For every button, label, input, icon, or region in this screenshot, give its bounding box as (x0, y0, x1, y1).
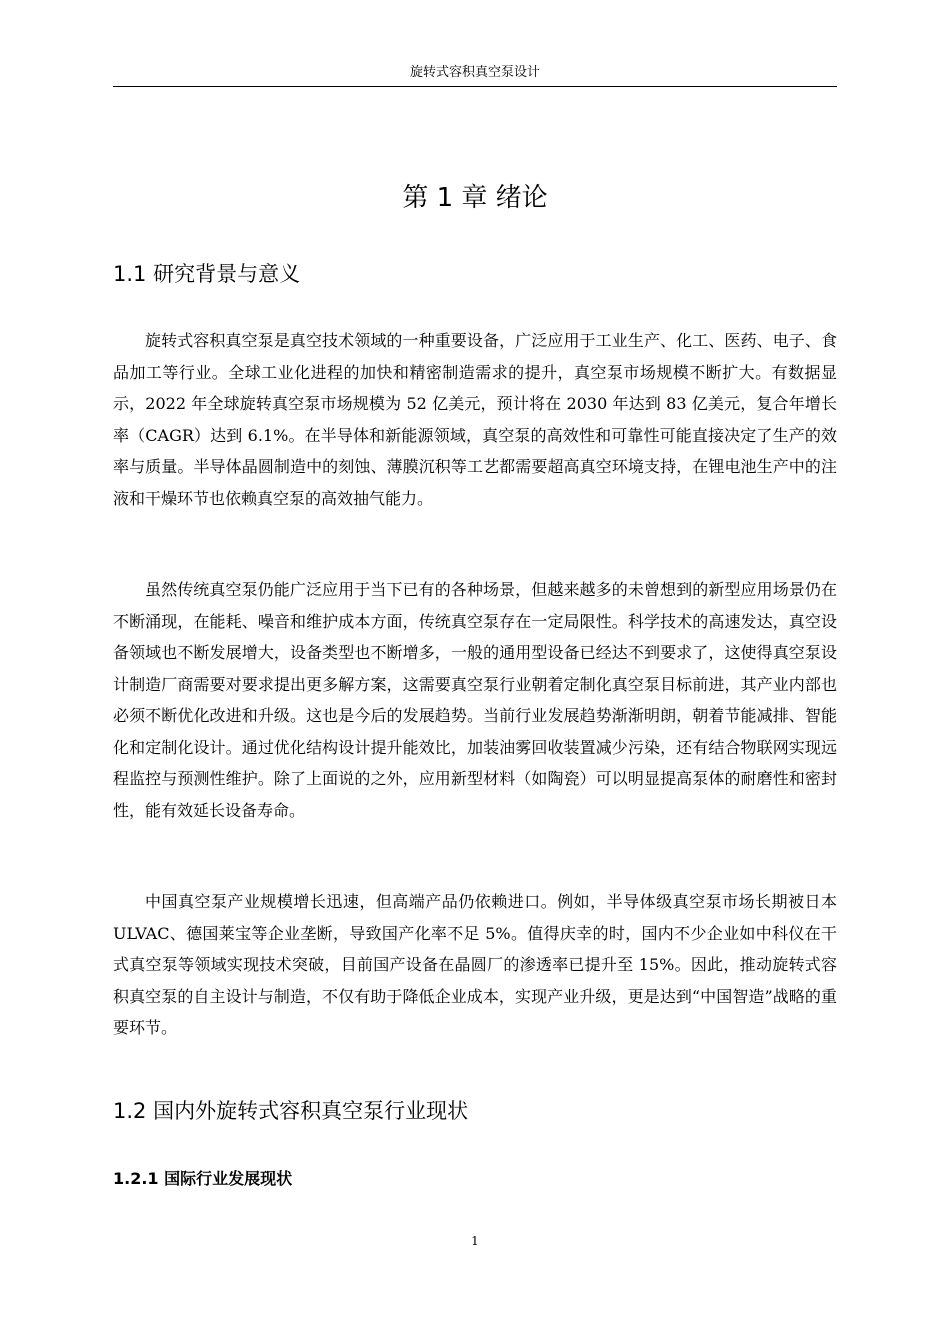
body-paragraph-3: 中国真空泵产业规模增长迅速，但高端产品仍依赖进口。例如，半导体级真空泵市场长期被日本 ULVAC、德国莱宝等企业垄断，导致国产化率不足 5%。值得庆幸的时，国内不少企业如中科仪在干式真空泵等领域实现技术突破，目前国产设备在晶圆厂的渗透率已提升至 15%。因此，推动旋转式容积真空泵的自主设计与制造，不仅有助于降低企业成本，实现产业升级，更是达到“中国智造”战略的重要环节。 (113, 892, 837, 1037)
running-header-title: 旋转式容积真空泵设计 (409, 65, 540, 80)
body-paragraph-2: 虽然传统真空泵仍能广泛应用于当下已有的各种场景，但越来越多的未曾想到的新型应用场景仍在不断涌现，在能耗、噪音和维护成本方面，传统真空泵存在一定局限性。科学技术的高速发达，真空设备领域也不断发展增大，设备类型也不断增多，一般的通用型设备已经达不到要求了，这使得真空泵设计制造厂商需要对要求提出更多解方案，这需要真空泵行业朝着定制化真空泵目标前进，其产业内部也必须不断优化改进和升级。这也是今后的发展趋势。当前行业发展趋势渐渐明朗，朝着节能减排、智能化和定制化设计。通过优化结构设计提升能效比，加装油雾回收装置减少污染，还有结合物联网实现远程监控与预测性维护。除了上面说的之外，应用新型材料（如陶瓷）可以明显提高泵体的耐磨性和密封性，能有效延长设备寿命。 (113, 580, 837, 820)
section-title-1-1: 1.1 研究背景与意义 (113, 262, 301, 286)
subsection-title-1-2-1: 1.2.1 国际行业发展现状 (113, 1169, 293, 1188)
running-header (113, 64, 837, 87)
body-paragraph-1: 旋转式容积真空泵是真空技术领域的一种重要设备，广泛应用于工业生产、化工、医药、电子、食品加工等行业。全球工业化进程的加快和精密制造需求的提升，真空泵市场规模不断扩大。有数据显示，2022 年全球旋转真空泵市场规模为 52 亿美元，预计将在 2030 年达到 83 亿美元，复合年增长率（CAGR）达到 6.1%。在半导体和新能源领域，真空泵的高效性和可靠性可能直接决定了生产的效率与质量。半导体晶圆制造中的刻蚀、薄膜沉积等工艺都需要超高真空环境支持，在锂电池生产中的注液和干燥环节也依赖真空泵的高效抽气能力。 (113, 331, 837, 508)
page-number: 1 (471, 1234, 479, 1248)
section-title-1-2: 1.2 国内外旋转式容积真空泵行业现状 (113, 1099, 469, 1123)
chapter-title: 第 1 章 绪论 (402, 183, 548, 213)
